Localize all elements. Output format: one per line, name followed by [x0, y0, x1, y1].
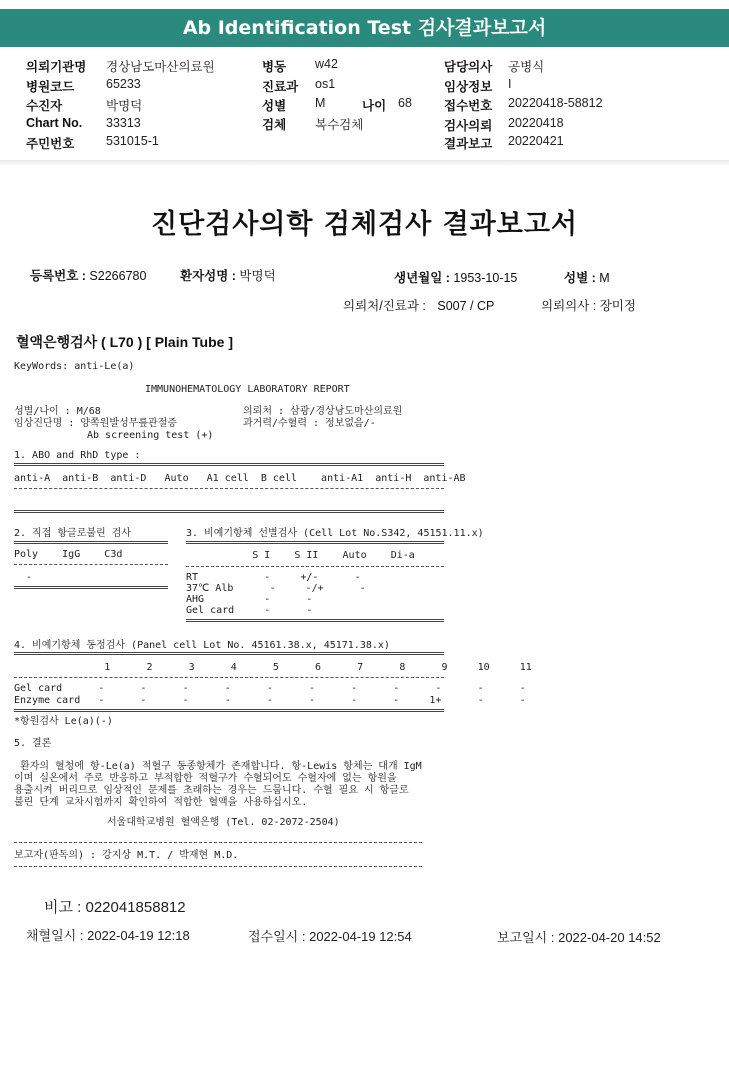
field-value: 20220418-58812: [508, 96, 603, 110]
section-4-title: 4. 비예기항체 동정검사 (Panel cell Lot No. 45161.38.x, 45171.38.x): [14, 640, 390, 651]
field-value: w42: [315, 57, 338, 71]
patient-row: [180, 266, 276, 284]
doctor-label: 의뢰의사 :: [541, 299, 597, 313]
note-label: 비고 :: [44, 899, 82, 916]
patient-value: 박명덕: [239, 269, 276, 283]
field-label: 검체: [262, 118, 287, 132]
field-label: 병동: [262, 60, 287, 74]
rule: [14, 541, 168, 544]
field-label: 주민번호: [26, 137, 75, 151]
field-label: 나이: [362, 99, 387, 113]
field-label: 수진자: [26, 99, 63, 113]
history: 과거력/수혈력 : 정보없음/-: [243, 418, 376, 429]
section-5-title: 5. 결론: [14, 738, 52, 749]
sex-row: [564, 268, 610, 286]
dat-columns: Poly IgG C3d: [14, 549, 123, 560]
report-row: [497, 927, 661, 946]
field-label: 결과보고: [444, 137, 493, 151]
section-1-title: 1. ABO and RhD type :: [14, 450, 141, 461]
field-value: 68: [398, 96, 412, 110]
dat-value: -: [14, 572, 33, 583]
blood-bank-info: 서울대학교병원 혈액은행 (Tel. 02-2072-2504): [107, 817, 340, 828]
reg-no-row: [30, 266, 146, 284]
rule: [14, 510, 444, 513]
screen-row: Gel card - -: [186, 605, 313, 616]
rule: [14, 866, 422, 867]
conclusion-line: 이며 실온에서 주로 반응하고 부적합한 적혈구가 수혈되어도 수혈자에 없는 항원을: [14, 773, 397, 784]
rule: [14, 709, 444, 712]
field-value: M: [315, 96, 326, 110]
field-value: I: [508, 77, 512, 91]
rule: [14, 463, 444, 466]
abo-columns: anti-A anti-B anti-D Auto A1 cell B cell anti-A1 anti-H anti-AB: [14, 473, 466, 484]
dept-row: [343, 296, 494, 314]
conclusion-line: 불린 단계 교차시험까지 확인하여 적합한 혈액을 사용하십시오.: [14, 797, 308, 808]
field-value: os1: [315, 77, 336, 91]
report-value: 2022-04-20 14:52: [558, 930, 661, 945]
sex-age: 성별/나이 : M/68: [14, 406, 101, 417]
field-label: 임상정보: [444, 80, 493, 94]
panel-row: Enzyme card - - - - - - - - 1+ - -: [14, 695, 526, 706]
note-value: 022041858812: [85, 899, 186, 916]
field-value: 복수검체: [315, 118, 364, 132]
field-value: 20220421: [508, 134, 564, 148]
doctor-value: 장미정: [599, 299, 636, 313]
doctor-row: [541, 296, 636, 314]
rule: [14, 677, 444, 678]
field-label: 의뢰기관명: [26, 60, 87, 74]
field-value: 박명덕: [106, 99, 143, 113]
reg-no-label: 등록번호 :: [30, 269, 86, 283]
field-value: 33313: [106, 116, 141, 130]
field-label: 검사의뢰: [444, 119, 493, 133]
screening: Ab screening test (+): [87, 430, 214, 441]
section-title: 혈액은행검사 ( L70 ) [ Plain Tube ]: [16, 334, 234, 350]
keywords: KeyWords: anti-Le(a): [14, 361, 135, 372]
section-divider: [0, 160, 729, 166]
section-3-title: 3. 비예기항체 선별검사 (Cell Lot No.S342, 45151.11.x): [186, 528, 484, 539]
patient-label: 환자성명 :: [180, 269, 236, 283]
screen-row: 37℃ Alb - -/+ -: [186, 583, 366, 594]
dob-label: 생년월일 :: [394, 271, 450, 285]
field-label: 병원코드: [26, 80, 75, 94]
reg-no-value: S2266780: [89, 269, 147, 283]
field-value: 공병식: [508, 60, 545, 74]
field-value: 20220418: [508, 116, 564, 130]
reporter: 보고자(판독의) : 강지상 M.T. / 박재현 M.D.: [14, 850, 239, 861]
lab-title: IMMUNOHEMATOLOGY LABORATORY REPORT: [145, 384, 350, 395]
dept-value: S007 / CP: [437, 299, 495, 313]
rule: [186, 566, 444, 567]
dob-value: 1953-10-15: [453, 271, 518, 285]
screen-columns: S I S II Auto Di-a: [186, 550, 415, 561]
report-title-bar: Ab Identification Test 검사결과보고서: [0, 9, 729, 47]
report-title: 진단검사의학 검체검사 결과보고서: [150, 209, 579, 240]
field-label: Chart No.: [26, 116, 83, 130]
rule: [14, 842, 422, 843]
rule: [14, 652, 444, 655]
note-row: [44, 896, 186, 917]
requester: 의뢰처 : 삼광/경상남도마산의료원: [243, 406, 403, 417]
section-2-title: 2. 직접 항글로불린 검사: [14, 528, 132, 539]
field-label: 성별: [262, 99, 287, 113]
dept-label: 의뢰처/진료과 :: [343, 299, 426, 313]
receive-row: [248, 926, 412, 945]
field-value: 65233: [106, 77, 141, 91]
field-value: 531015-1: [106, 134, 159, 148]
report-label: 보고일시 :: [497, 930, 555, 945]
receive-value: 2022-04-19 12:54: [309, 929, 412, 944]
collect-row: [26, 925, 190, 944]
collect-label: 채혈일시 :: [26, 928, 84, 943]
diagnosis: 임상진단명 : 양쪽원발성무릎관절증: [14, 418, 177, 429]
rule: [14, 586, 168, 589]
conclusion-line: 환자의 혈청에 항-Le(a) 적혈구 동종항체가 존재합니다. 항-Lewis 항체는 대개 IgM: [14, 761, 422, 772]
rule: [186, 619, 444, 622]
field-label: 진료과: [262, 80, 299, 94]
rule: [186, 541, 444, 544]
field-label: 담당의사: [444, 60, 493, 74]
antigen-test: *항원검사 Le(a)(-): [14, 716, 113, 727]
panel-row: Gel card - - - - - - - - - - -: [14, 683, 526, 694]
receive-label: 접수일시 :: [248, 929, 306, 944]
screen-row: AHG - -: [186, 594, 313, 605]
field-label: 접수번호: [444, 99, 493, 113]
field-value: 경상남도마산의료원: [106, 60, 215, 74]
sex-value: M: [599, 271, 610, 285]
sex-label: 성별 :: [564, 271, 596, 285]
collect-value: 2022-04-19 12:18: [87, 928, 190, 943]
rule: [14, 564, 168, 565]
screen-row: RT - +/- -: [186, 572, 361, 583]
dob-row: [394, 268, 517, 286]
rule: [14, 488, 444, 489]
conclusion-line: 용출시켜 버리므로 임상적인 문제를 초래하는 경우는 드뭅니다. 수혈 필요 시 항글로: [14, 785, 409, 796]
panel-columns: 1 2 3 4 5 6 7 8 9 10 11: [14, 662, 532, 673]
